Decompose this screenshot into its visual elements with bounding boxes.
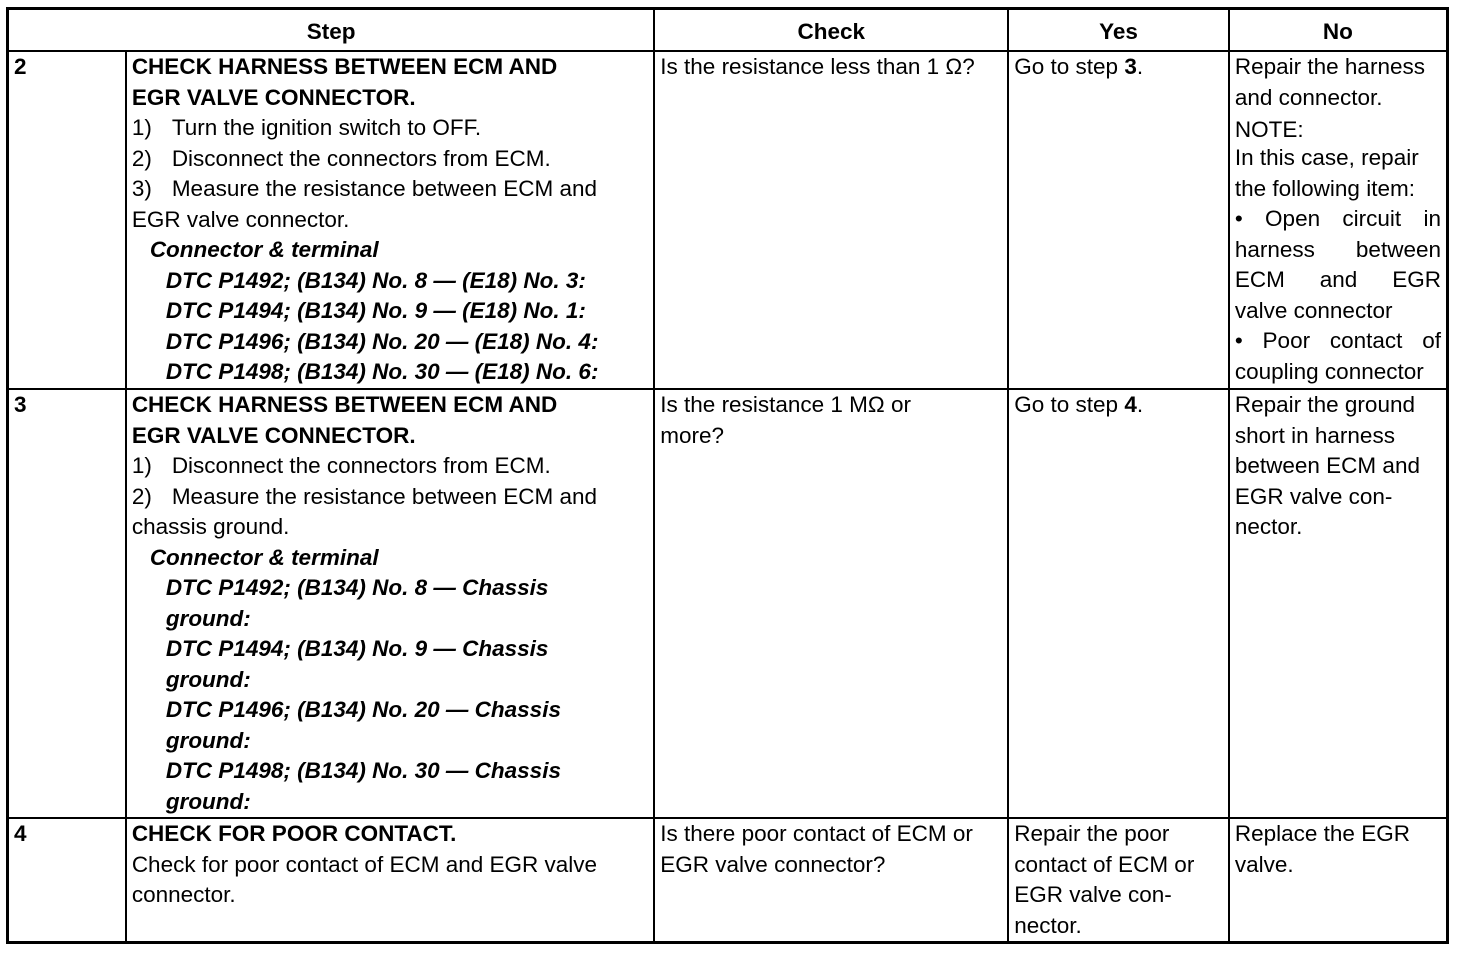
substep: 1) Disconnect the connectors from ECM. <box>131 453 551 478</box>
note-text: In this case, repair <box>1234 145 1419 170</box>
connector-item: DTC P1496; (B134) No. 20 — (E18) No. 4: <box>165 328 599 354</box>
connector-item: DTC P1492; (B134) No. 8 — Chassis ground: <box>165 575 549 631</box>
diagnostic-table <box>6 7 1449 944</box>
table-row-step-4 <box>8 818 1448 943</box>
check-cell: Is the resistance less than 1 Ω? <box>654 51 1008 389</box>
connector-item: DTC P1492; (B134) No. 8 — (E18) No. 3: <box>165 267 586 293</box>
note-bullet: • Open circuit in harness between ECM and EGR valve connector <box>1234 206 1441 323</box>
no-cell <box>1229 51 1448 389</box>
note-bullet: • Poor contact of coupling connector <box>1234 328 1441 384</box>
substep-continuation: chassis ground. <box>131 514 290 539</box>
header-check: Check <box>654 9 1008 52</box>
substep: 2) Measure the resistance between ECM and <box>131 483 598 509</box>
connector-item: DTC P1498; (B134) No. 30 — Chassis ground: <box>165 758 561 814</box>
step-title-cont: EGR VALVE CONNECTOR. <box>131 422 416 448</box>
header-no: No <box>1229 9 1448 52</box>
step-title-cont: EGR VALVE CONNECTOR. <box>131 84 416 110</box>
substep-continuation: EGR valve connector. <box>131 206 350 232</box>
step-number: 2 <box>8 51 126 389</box>
connector-item: DTC P1498; (B134) No. 30 — (E18) No. 6: <box>165 359 599 384</box>
substep: 1) Turn the ignition switch to OFF. <box>131 115 482 140</box>
check-cell: Is the resistance 1 MΩ or more? <box>654 389 1008 818</box>
step-number: 3 <box>8 389 126 818</box>
connector-heading: Connector & terminal <box>149 544 379 570</box>
yes-cell: Repair the poor contact of ECM or EGR valve con-nector. <box>1008 818 1229 943</box>
step-reference: 3 <box>1124 54 1137 79</box>
check-cell: Is there poor contact of ECM or EGR valve connector? <box>654 818 1008 943</box>
note-label: NOTE: <box>1234 117 1304 142</box>
substep: 3) Measure the resistance between ECM and <box>131 176 598 201</box>
no-text: and connector. <box>1234 84 1383 110</box>
step-cell <box>126 51 654 389</box>
table-row-step-2 <box>8 51 1448 389</box>
step-cell <box>126 818 654 943</box>
connector-item: DTC P1494; (B134) No. 9 — (E18) No. 1: <box>165 298 586 323</box>
step-reference: 4 <box>1124 392 1137 417</box>
yes-cell: Go to step 3. <box>1008 51 1229 389</box>
note-text: the following item: <box>1234 175 1415 201</box>
step-title: CHECK HARNESS BETWEEN ECM AND <box>131 392 558 417</box>
yes-cell: Go to step 4. <box>1008 389 1229 818</box>
substep: 2) Disconnect the connectors from ECM. <box>131 145 551 171</box>
step-title: CHECK HARNESS BETWEEN ECM AND <box>131 54 558 79</box>
step-title: CHECK FOR POOR CONTACT. <box>131 821 457 846</box>
header-step: Step <box>8 9 655 52</box>
no-cell: Repair the ground short in harness between ECM and EGR valve con-nector. <box>1229 389 1448 818</box>
step-number: 4 <box>8 818 126 943</box>
connector-heading: Connector & terminal <box>149 237 379 262</box>
no-cell: Replace the EGR valve. <box>1229 818 1448 943</box>
connector-item: DTC P1494; (B134) No. 9 — Chassis ground: <box>165 636 549 692</box>
table-row-step-3 <box>8 389 1448 818</box>
step-cell <box>126 389 654 818</box>
header-yes: Yes <box>1008 9 1229 52</box>
step-description: Check for poor contact of ECM and EGR valve connector. <box>131 851 598 907</box>
header-row <box>8 9 1448 52</box>
no-text: Repair the harness <box>1234 54 1425 79</box>
connector-item: DTC P1496; (B134) No. 20 — Chassis ground: <box>165 697 561 753</box>
